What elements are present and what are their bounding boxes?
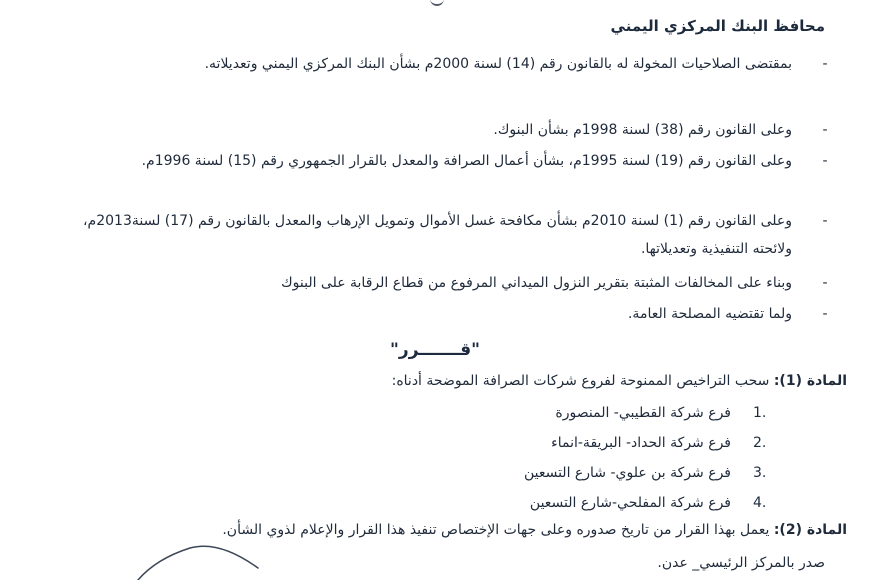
bullet-dash: - — [822, 306, 828, 322]
top-decoration — [430, 0, 444, 6]
bullet-dash: - — [822, 213, 828, 229]
branch-item — [375, 488, 775, 518]
branch-number: 1. — [753, 405, 767, 421]
branch-item — [375, 398, 775, 428]
bullet-dash: - — [822, 56, 828, 72]
branch-name: فرع شركة المفلحي-شارع التسعين — [529, 495, 731, 511]
preamble-text: ولما تقتضيه المصلحة العامة. — [627, 306, 792, 322]
branch-number: 3. — [753, 465, 767, 481]
preamble-item — [42, 50, 832, 78]
preamble-text: وعلى القانون رقم (19) لسنة 1995م، بشأن أعمال الصرافة والمعدل بالقرار الجمهوري رقم (15) لسنة 1996م. — [141, 153, 792, 169]
article-2-text: يعمل بهذا القرار من تاريخ صدوره وعلى جهات الإختصاص تنفيذ هذا القرار والإعلام لذوي الشأن. — [222, 522, 774, 538]
preamble-item — [42, 116, 832, 144]
bullet-dash: - — [822, 153, 828, 169]
article-1-label: المادة (1): — [773, 373, 847, 389]
preamble-item — [42, 300, 832, 328]
preamble-text: وعلى القانون رقم (1) لسنة 2010م بشأن مكافحة غسل الأموال وتمويل الإرهاب والمعدل بالقانون رقم (17) لسنة2013م، ولائحته التنفيذية وتعديلاتها. — [83, 213, 792, 257]
preamble-text: وعلى القانون رقم (38) لسنة 1998م بشأن البنوك. — [493, 122, 792, 138]
bullet-dash: - — [822, 275, 828, 291]
article-1-text: سحب التراخيص الممنوحة لفروع شركات الصرافة الموضحة أدناه: — [391, 373, 774, 389]
issued-location: صدر بالمركز الرئيسي_ عدن. — [657, 555, 825, 571]
decision-title: "قـــــــرر" — [390, 340, 480, 360]
preamble-item — [42, 147, 832, 175]
branch-name: فرع شركة الحداد- البريقة-انماء — [551, 435, 731, 451]
issuer-heading: محافظ البنك المركزي اليمني — [610, 17, 825, 35]
article-2 — [222, 517, 847, 543]
branch-name: فرع شركة بن علوي- شارع التسعين — [523, 465, 731, 481]
branch-name: فرع شركة القطيبي- المنصورة — [555, 405, 731, 421]
article-1 — [392, 368, 847, 394]
article-2-label: المادة (2): — [773, 522, 847, 538]
branch-item — [375, 458, 775, 488]
branch-number: 2. — [753, 435, 767, 451]
preamble-item — [42, 207, 832, 263]
branch-number: 4. — [753, 495, 767, 511]
preamble-item — [42, 269, 832, 297]
bullet-dash: - — [822, 122, 828, 138]
preamble-text: وبناء على المخالفات المثبتة بتقرير النزول الميداني المرفوع من قطاع الرقابة على البنوك — [281, 275, 792, 291]
branch-item — [375, 428, 775, 458]
preamble-text: بمقتضى الصلاحيات المخولة له بالقانون رقم (14) لسنة 2000م بشأن البنك المركزي اليمني وتعديلاته. — [204, 56, 792, 72]
